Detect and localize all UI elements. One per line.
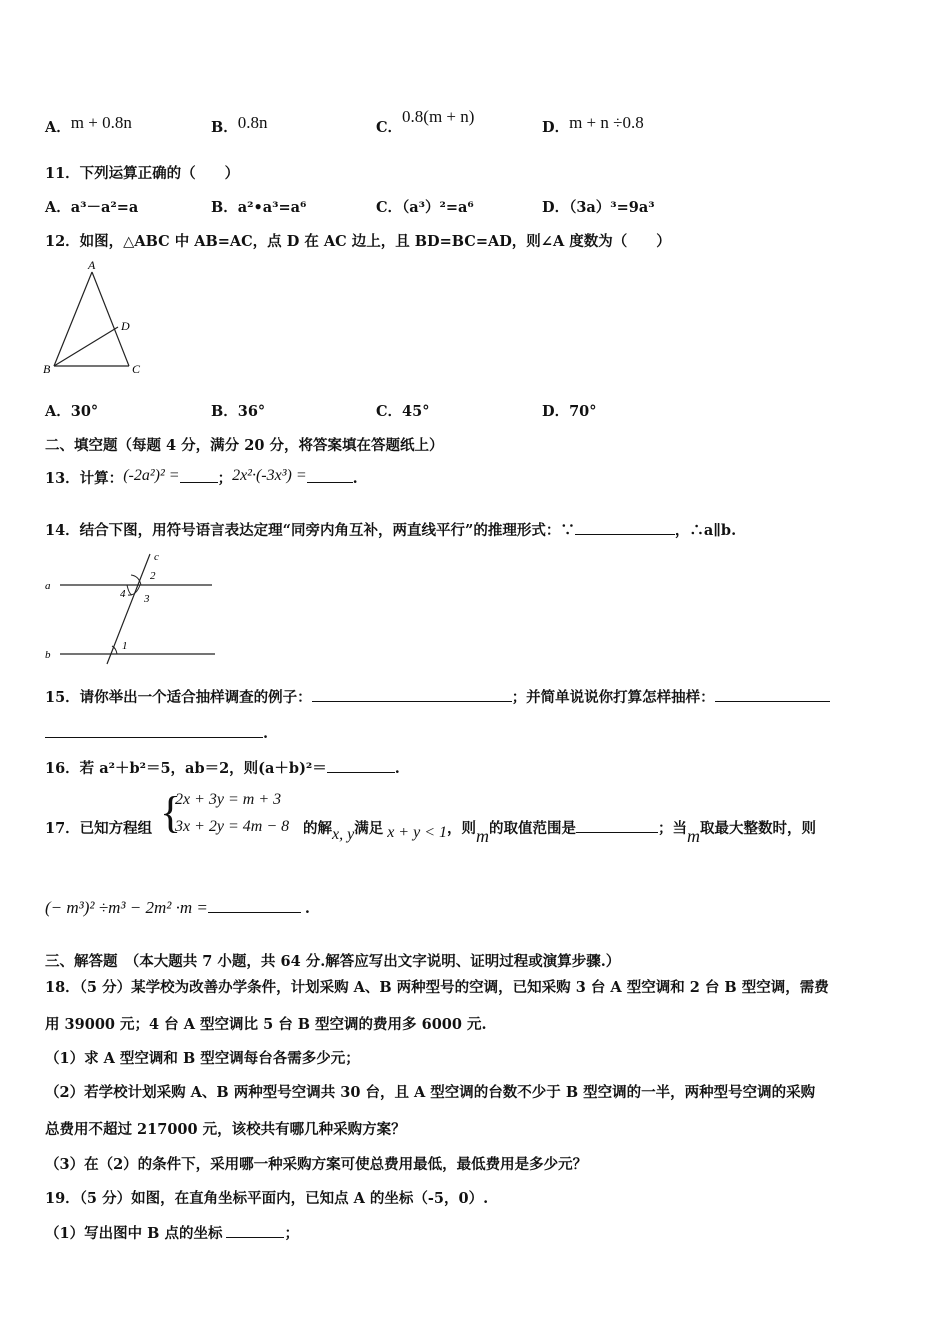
q18-stem-line-2: 用 39000 元；4 台 A 型空调比 5 台 B 型空调的费用多 6000 元. bbox=[45, 1016, 487, 1033]
q17-m-1: m bbox=[476, 826, 489, 846]
q17-equation-2: 3x + 2y = 4m − 8 bbox=[175, 818, 290, 835]
q15-line-1: 15．请你举出一个适合抽样调查的例子： ；并简单说说你打算怎样抽样： bbox=[45, 686, 830, 707]
angle-2-arc bbox=[131, 575, 141, 585]
q11-option-a: A．a³－a²=a bbox=[45, 199, 139, 216]
q15-blank-example[interactable] bbox=[312, 687, 512, 702]
q18-part-2-line-1: （2）若学校计划采购 A、B 两种型号空调共 30 台，且 A 型空调的台数不少于 B 型空调的一半，两种型号空调的采购 bbox=[45, 1084, 816, 1101]
angle-4-arc bbox=[127, 585, 132, 595]
q17-blank-value[interactable] bbox=[208, 898, 301, 913]
q10-option-c: C．0.8(m + n) bbox=[376, 107, 475, 136]
label-d: D bbox=[121, 319, 130, 333]
q15-blank-method[interactable] bbox=[715, 687, 830, 702]
q17-expression: (− m³)² ÷m³ − 2m² ·m = bbox=[45, 898, 208, 917]
q12-option-b: B．36° bbox=[211, 403, 266, 420]
q10-option-d: D．m + n ÷0.8 bbox=[542, 113, 644, 136]
q13-line: 13．计算：(-2a²)² = ；2x²·(-3x³) = . bbox=[45, 467, 358, 487]
q13-expr1: (-2a²)² = bbox=[123, 467, 180, 484]
q14-blank[interactable] bbox=[575, 520, 675, 535]
label-a: a bbox=[45, 580, 51, 592]
label-b: b bbox=[45, 649, 51, 661]
q14-stem-line: 14．结合下图，用符号语言表达定理“同旁内角互补，两直线平行”的推理形式：∵ ，∴a∥b. bbox=[45, 522, 737, 539]
label-angle-3: 3 bbox=[144, 593, 150, 605]
q17-expression-line: (− m³)² ÷m³ − 2m² ·m = . bbox=[45, 898, 310, 917]
q19-blank-b-coordinate[interactable] bbox=[226, 1223, 284, 1238]
q10-option-a: A．m + 0.8n bbox=[45, 113, 132, 136]
q15-blank-method-cont[interactable] bbox=[45, 723, 263, 738]
q11-option-d: D．（3a）³=9a³ bbox=[542, 199, 655, 216]
section-2-heading: 二、填空题（每题 4 分，满分 20 分，将答案填在答题纸上） bbox=[45, 437, 444, 454]
q11-option-c: C．（a³）²=a⁶ bbox=[376, 199, 474, 216]
q17-blank-range[interactable] bbox=[576, 818, 658, 833]
q16-line: 16．若 a²＋b²＝5，ab＝2，则(a＋b)²＝ . bbox=[45, 760, 400, 777]
q16-blank[interactable] bbox=[327, 758, 395, 773]
q18-stem-line-1: 18．（5 分）某学校为改善办学条件，计划采购 A、B 两种型号的空调，已知采购 3 台 A 型空调和 2 台 B 型空调，需费 bbox=[45, 979, 829, 996]
q17-line: 的解x, y满足 x + y < 1，则m的取值范围是 ；当m取最大整数时，则 bbox=[303, 820, 816, 846]
q15-line-2: . bbox=[45, 723, 268, 742]
q17-equation-1: 2x + 3y = m + 3 bbox=[175, 791, 282, 808]
label-angle-4: 4 bbox=[120, 588, 126, 600]
segment-ab bbox=[54, 272, 92, 366]
q10-d-expr: m + n ÷0.8 bbox=[569, 113, 644, 132]
q19-part-1: （1）写出图中 B 点的坐标 ； bbox=[45, 1225, 299, 1242]
q12-stem: 12．如图，△ABC 中 AB=AC，点 D 在 AC 边上，且 BD=BC=AD，则∠A 度数为（ ） bbox=[45, 233, 671, 250]
q18-part-2-line-2: 总费用不超过 217000 元，该校共有哪几种采购方案？ bbox=[45, 1121, 406, 1138]
q13-expr2: 2x²·(-3x³) = bbox=[232, 467, 307, 484]
q11-option-b: B．a²•a³=a⁶ bbox=[211, 199, 307, 216]
section-3-heading: 三、解答题 （本大题共 7 小题，共 64 分.解答应写出文字说明、证明过程或演算步骤.） bbox=[45, 953, 621, 970]
q17-system-brace: { bbox=[160, 788, 182, 837]
label-angle-2: 2 bbox=[150, 570, 156, 582]
q17-condition: x + y < 1 bbox=[387, 824, 447, 841]
label-b: B bbox=[43, 362, 51, 376]
q18-part-3: （3）在（2）的条件下，采用哪一种采购方案可使总费用最低，最低费用是多少元？ bbox=[45, 1156, 588, 1173]
q13-blank-2[interactable] bbox=[307, 468, 353, 483]
q10-b-expr: 0.8n bbox=[237, 113, 268, 132]
q12-triangle-figure bbox=[40, 255, 150, 380]
label-a: A bbox=[88, 258, 96, 272]
label-angle-1: 1 bbox=[122, 640, 128, 652]
q13-blank-1[interactable] bbox=[180, 468, 218, 483]
q10-a-expr: m + 0.8n bbox=[70, 113, 132, 132]
label-c: c bbox=[154, 551, 159, 563]
q12-option-c: C．45° bbox=[376, 403, 430, 420]
q17-m-2: m bbox=[687, 826, 700, 846]
q10-c-expr: 0.8(m + n) bbox=[402, 107, 475, 126]
q17-prefix: 17．已知方程组 bbox=[45, 820, 153, 837]
label-c: C bbox=[132, 362, 141, 376]
q17-xy: x, y bbox=[332, 826, 355, 843]
q10-option-b: B．0.8n bbox=[211, 113, 268, 136]
q18-part-1: （1）求 A 型空调和 B 型空调每台各需多少元； bbox=[45, 1050, 360, 1067]
q12-option-d: D．70° bbox=[542, 403, 597, 420]
q19-stem: 19．（5 分）如图，在直角坐标平面内，已知点 A 的坐标（-5，0）. bbox=[45, 1190, 489, 1207]
q11-stem: 11．下列运算正确的（ ） bbox=[45, 165, 240, 182]
q14-parallel-lines-figure bbox=[40, 548, 225, 668]
segment-bd bbox=[54, 327, 118, 366]
q12-option-a: A．30° bbox=[45, 403, 99, 420]
